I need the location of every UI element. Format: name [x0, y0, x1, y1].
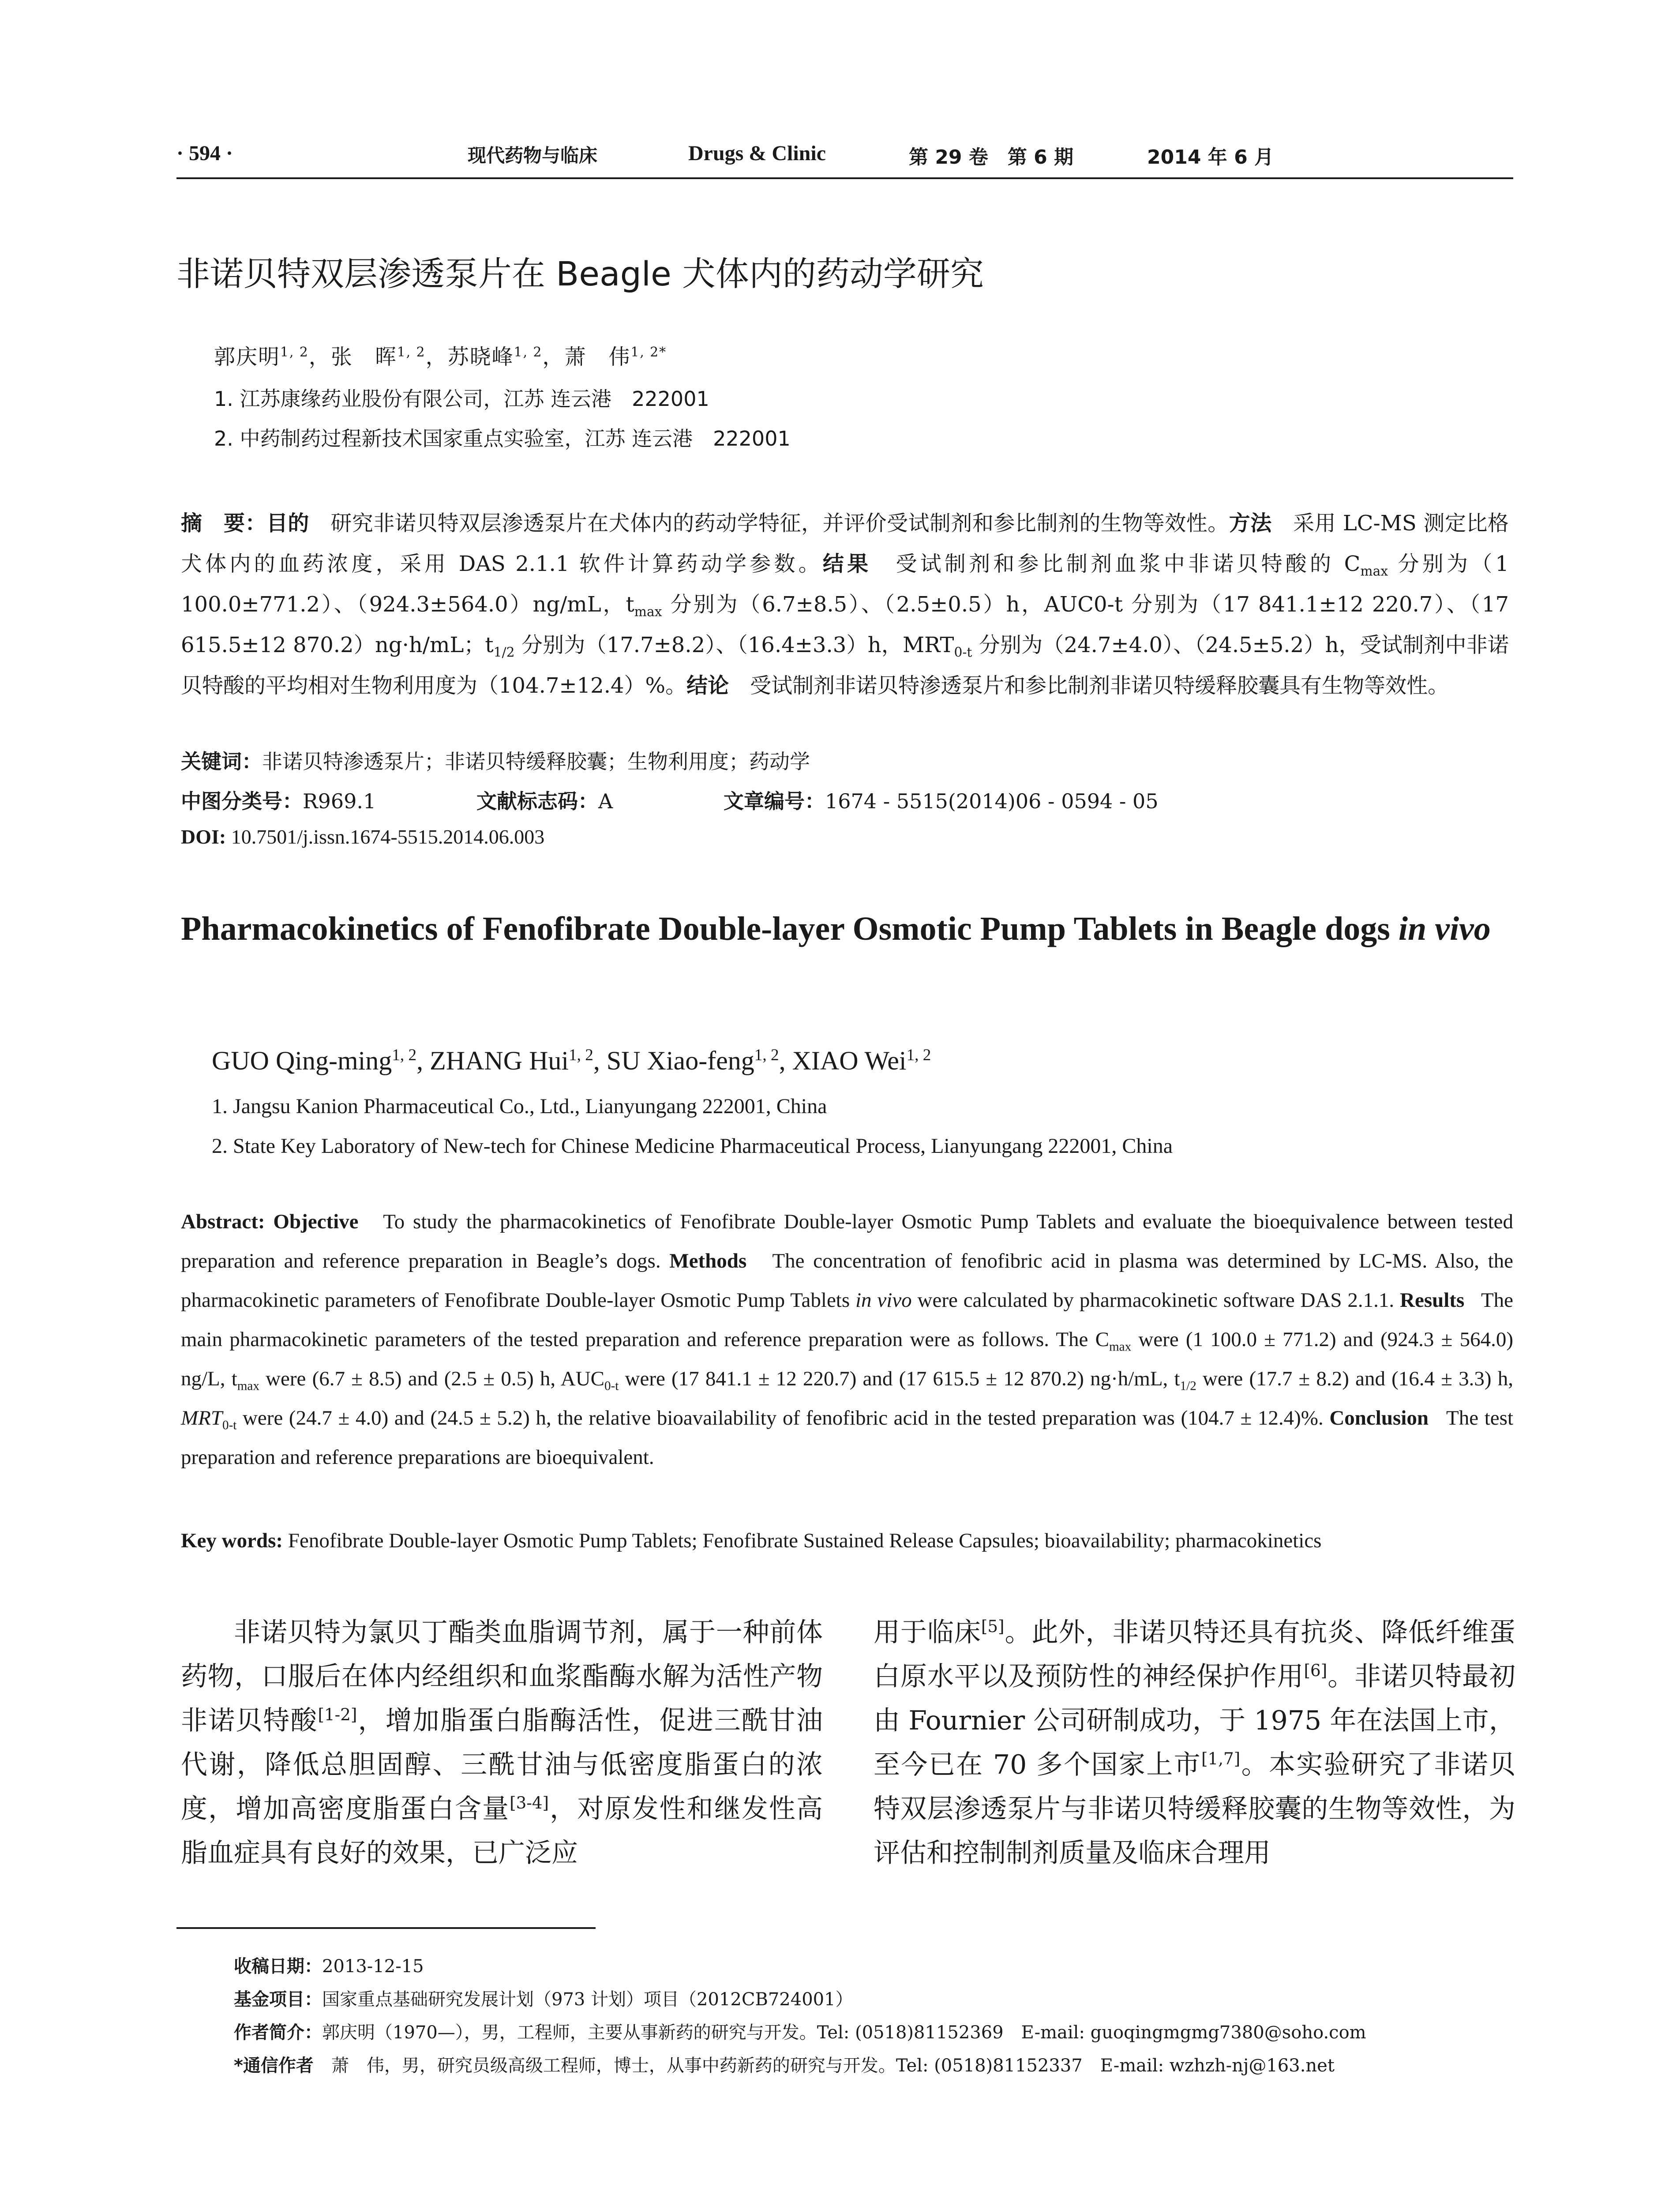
- author-name-en: , ZHANG Hui: [416, 1046, 569, 1075]
- issue-date: 2014 年 6 月: [1147, 146, 1274, 169]
- results-en-text: were (17.7 ± 8.2) and (16.4 ± 3.3) h,: [1196, 1367, 1514, 1390]
- citation: [1-2]: [318, 1705, 357, 1724]
- citation: [3-4]: [510, 1793, 549, 1812]
- clc-value: R969.1: [303, 789, 376, 813]
- affiliation-en-1: 1. Jangsu Kanion Pharmaceutical Co., Ltd., Lianyungang 222001, China: [212, 1095, 827, 1118]
- affiliation-mark: 1, 2: [392, 1046, 417, 1064]
- doi-label: DOI:: [181, 825, 226, 848]
- affiliation-mark: 1, 2: [906, 1046, 931, 1064]
- results-text: 分别为（17.7±8.2）、（16.4±3.3）h，MRT: [514, 633, 954, 657]
- results-en-text: were (17 841.1 ± 12 220.7) and (17 615.5 ± 12 870.2) ng·h/mL, t: [619, 1367, 1180, 1390]
- page-number: · 594 ·: [176, 142, 233, 165]
- body-column-left: [181, 1610, 823, 1875]
- article-label: 文章编号：: [724, 789, 825, 813]
- abstract-cn: [181, 503, 1509, 706]
- title-en: [181, 904, 1513, 953]
- footnote-rule: [176, 1927, 596, 1929]
- classification-line: [181, 785, 376, 814]
- citation: [5]: [981, 1617, 1005, 1636]
- fund-label: 基金项目：: [234, 1989, 322, 2010]
- journal-name-en: Drugs & Clinic: [688, 142, 826, 165]
- article-number: [724, 785, 1159, 814]
- affiliation-mark: 1, 2: [397, 345, 426, 360]
- italic-text: MRT: [181, 1407, 222, 1429]
- volume-issue: 第 29 卷 第 6 期: [909, 146, 1074, 169]
- author-name-en: GUO Qing-ming: [212, 1046, 392, 1075]
- title-en-main: Pharmacokinetics of Fenofibrate Double-layer Osmotic Pump Tablets in Beagle dogs: [181, 910, 1399, 947]
- document-code: [476, 785, 613, 814]
- corresponding-value: 萧 伟，男，研究员级高级工程师，博士，从事中药新药的研究与开发。Tel: (0518)81152337 E-mail: wzhzh-nj@163.net: [313, 2056, 1335, 2076]
- author-name: 张 晖: [330, 345, 397, 369]
- subscript: 0-t: [222, 1418, 237, 1433]
- results-label: 结果: [822, 552, 872, 576]
- received-label: 收稿日期：: [234, 1956, 322, 1977]
- authors-en: [212, 1046, 931, 1076]
- results-en-text: were (24.7 ± 4.0) and (24.5 ± 5.2) h, the relative bioavailability of fenofibric acid in the tested preparation was (104.7 ± 12.4)%.: [236, 1407, 1324, 1429]
- footnote-corresponding: [234, 2052, 1335, 2077]
- doc-label: 文献标志码：: [476, 789, 598, 813]
- citation: [6]: [1304, 1661, 1328, 1680]
- header-rule: [176, 177, 1513, 179]
- author-bio-value: 郭庆明（1970—），男，工程师，主要从事新药的研究与开发。Tel: (0518)81152369 E-mail: guoqingmgmg7380@soho.com: [322, 2022, 1366, 2043]
- body-column-right: [874, 1610, 1515, 1875]
- results-en-text: were (6.7 ± 8.5) and (2.5 ± 0.5) h, AUC: [259, 1367, 604, 1390]
- doi-value: 10.7501/j.issn.1674-5515.2014.06.003: [226, 825, 545, 848]
- affiliation-mark: 1, 2*: [630, 345, 667, 360]
- subscript: 1/2: [1180, 1379, 1196, 1393]
- body-text: 用于临床: [874, 1617, 981, 1648]
- footnote-received: [234, 1952, 424, 1977]
- subscript: 0-t: [604, 1379, 619, 1393]
- affiliation-mark: 1, 2: [569, 1046, 593, 1064]
- keywords-en-label: Key words:: [181, 1529, 283, 1552]
- author-name: 郭庆明: [214, 345, 281, 369]
- body-text: ，对原发性和继发性高脂血症具有良好的效果，已广泛应: [181, 1793, 823, 1868]
- citation: [1,7]: [1201, 1749, 1241, 1768]
- objective-en-text: To study the pharmacokinetics of Fenofibrate Double-layer Osmotic Pump Tablets and evaluate the bioequivalence between tested preparation and reference preparation in Beagle’s dogs.: [181, 1210, 1513, 1272]
- objective-label: 目的: [266, 511, 309, 536]
- conclusion-en-label: Conclusion: [1329, 1407, 1429, 1429]
- author-name: 苏晓峰: [447, 345, 514, 369]
- conclusion-text: 受试制剂非诺贝特渗透泵片和参比制剂非诺贝特缓释胶囊具有生物等效性。: [750, 673, 1449, 698]
- results-text: 分别为（24.7±4.0）、（24.5±5.2）h，受试制剂中非诺贝特酸的平均相对生物利用度为（104.7±12.4）%。: [181, 633, 1509, 698]
- journal-name-cn: 现代药物与临床: [468, 145, 598, 166]
- results-en-text: The main pharmacokinetic parameters of the tested preparation and reference preparation were as follows. The C: [181, 1289, 1514, 1351]
- abstract-label: 摘 要：: [181, 511, 266, 536]
- body-text: 。此外，非诺贝特还具有抗炎、降低纤维蛋白原水平以及预防性的神经保护作用: [874, 1617, 1516, 1692]
- conclusion-label: 结论: [686, 673, 729, 698]
- italic-text: in vivo: [855, 1289, 912, 1312]
- methods-en-text: The concentration of fenofibric acid in plasma was determined by LC-MS. Also, the pharmacokinetic parameters of Fenofibrate Double-layer Osmotic Pump Tablets: [181, 1249, 1514, 1312]
- doc-value: A: [598, 789, 613, 813]
- keywords-en-text: Fenofibrate Double-layer Osmotic Pump Tablets; Fenofibrate Sustained Release Capsules; bioavailability; pharmacokinetics: [283, 1529, 1322, 1552]
- title-en-italic: in vivo: [1398, 910, 1491, 947]
- affiliation-mark: 1, 2: [514, 345, 543, 360]
- body-text: ，增加脂蛋白脂酶活性，促进三酰甘油代谢，降低总胆固醇、三酰甘油与低密度脂蛋白的浓度，增加高密度脂蛋白含量: [181, 1705, 823, 1824]
- results-text: 分别为（1 100.0±771.2）、（924.3±564.0）ng/mL，t: [181, 552, 1509, 617]
- fund-value: 国家重点基础研究发展计划（973 计划）项目（2012CB724001）: [322, 1989, 853, 2010]
- title-cn: 非诺贝特双层渗透泵片在 Beagle 犬体内的药动学研究: [176, 254, 984, 293]
- keywords-en: [181, 1529, 1518, 1553]
- running-header: [176, 141, 1522, 176]
- affiliation-mark: 1, 2: [754, 1046, 779, 1064]
- abstract-en-label: Abstract:: [181, 1210, 265, 1233]
- subscript: max: [634, 604, 662, 620]
- objective-en-label: Objective: [273, 1210, 359, 1233]
- affiliation-cn-1: 1. 江苏康缘药业股份有限公司，江苏 连云港 222001: [214, 387, 709, 411]
- methods-en-label: Methods: [669, 1249, 747, 1272]
- author-name-en: , SU Xiao-feng: [593, 1046, 754, 1075]
- author-separator: ，: [542, 345, 565, 369]
- methods-text: 采用 LC-MS 测定比格犬体内的血药浓度，采用 DAS 2.1.1 软件计算药动学参数。: [181, 511, 1509, 576]
- authors-cn: [214, 340, 667, 370]
- results-text: 分别为（6.7±8.5）、（2.5±0.5）h，AUC0-t 分别为（17 841.1±12 220.7）、（17 615.5±12 870.2）ng·h/mL；t: [181, 592, 1509, 657]
- received-value: 2013-12-15: [322, 1956, 424, 1977]
- affiliation-en-2: 2. State Key Laboratory of New-tech for Chinese Medicine Pharmaceutical Process, Lianyungang 222001, China: [212, 1134, 1173, 1158]
- conclusion-en-text: The test preparation and reference preparations are bioequivalent.: [181, 1407, 1513, 1469]
- subscript: max: [237, 1379, 259, 1393]
- author-name: 萧 伟: [564, 345, 631, 369]
- body-text: 。非诺贝特最初由 Fournier 公司研制成功，于 1975 年在法国上市，至今已在 70 多个国家上市: [874, 1661, 1516, 1780]
- keywords-label: 关键词：: [181, 750, 262, 773]
- author-separator: ，: [308, 345, 331, 369]
- author-separator: ，: [425, 345, 448, 369]
- abstract-en: [181, 1202, 1513, 1477]
- body-text: 非诺贝特为氯贝丁酯类血脂调节剂，属于一种前体药物，口服后在体内经组织和血浆酯酶水解为活性产物非诺贝特酸: [181, 1617, 823, 1736]
- subscript: 0-t: [954, 645, 972, 660]
- body-text: 。本实验研究了非诺贝特双层渗透泵片与非诺贝特缓释胶囊的生物等效性，为评估和控制制剂质量及临床合理用: [874, 1749, 1516, 1868]
- methods-label: 方法: [1229, 511, 1272, 536]
- author-name-en: , XIAO Wei: [779, 1046, 907, 1075]
- subscript: max: [1360, 563, 1388, 579]
- results-text: 受试制剂和参比制剂血浆中非诺贝特酸的 C: [896, 552, 1361, 576]
- methods-en-text: were calculated by pharmacokinetic software DAS 2.1.1.: [911, 1289, 1395, 1312]
- subscript: 1/2: [493, 645, 515, 660]
- corresponding-label: *通信作者: [234, 2056, 314, 2076]
- results-en-label: Results: [1400, 1289, 1465, 1312]
- subscript: max: [1109, 1339, 1132, 1354]
- author-bio-label: 作者简介：: [234, 2022, 322, 2043]
- affiliation-cn-2: 2. 中药制药过程新技术国家重点实验室，江苏 连云港 222001: [214, 427, 791, 450]
- article-value: 1674 - 5515(2014)06 - 0594 - 05: [825, 789, 1159, 813]
- doi-line: [181, 825, 544, 848]
- keywords-text: 非诺贝特渗透泵片；非诺贝特缓释胶囊；生物利用度；药动学: [262, 750, 810, 773]
- footnote-author: [234, 2018, 1366, 2044]
- keywords-cn: [181, 746, 810, 775]
- affiliation-mark: 1, 2: [280, 345, 309, 360]
- footnote-fund: [234, 1985, 853, 2011]
- results-en-text: were (1 100.0 ± 771.2) and (924.3 ± 564.0) ng/L, t: [181, 1328, 1513, 1390]
- clc-label: 中图分类号：: [181, 789, 303, 813]
- objective-text: 研究非诺贝特双层渗透泵片在犬体内的药动学特征，并评价受试制剂和参比制剂的生物等效性。: [330, 511, 1229, 536]
